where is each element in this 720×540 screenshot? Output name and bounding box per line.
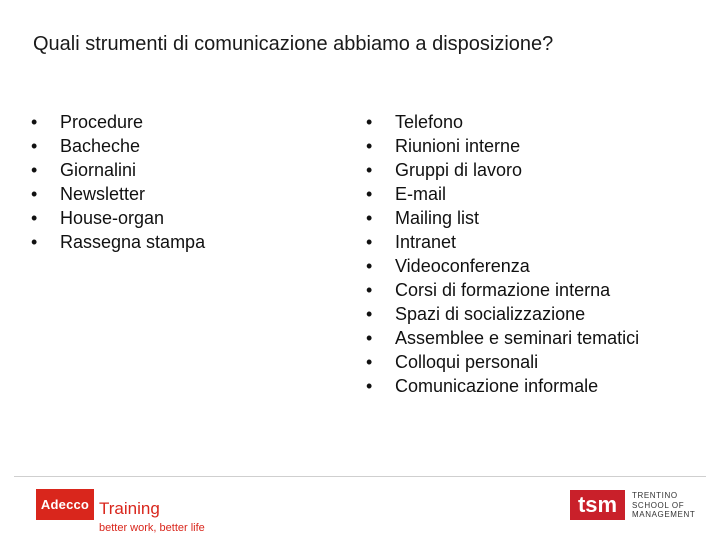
list-item: • Videoconferenza: [366, 254, 706, 278]
list-item: • Telefono: [366, 110, 706, 134]
list-item: • Gruppi di lavoro: [366, 158, 706, 182]
list-item: • Corsi di formazione interna: [366, 278, 706, 302]
list-item: • Assemblee e seminari tematici: [366, 326, 706, 350]
tsm-school-name: [632, 491, 695, 520]
list-item: • Bacheche: [31, 134, 271, 158]
list-item: • Spazi di socializzazione: [366, 302, 706, 326]
tsm-name-line: TRENTINO: [632, 491, 678, 500]
list-item: • E-mail: [366, 182, 706, 206]
list-item: • House-organ: [31, 206, 271, 230]
list-item: • Colloqui personali: [366, 350, 706, 374]
list-item: • Newsletter: [31, 182, 271, 206]
tsm-name-line: SCHOOL OF: [632, 500, 685, 510]
list-item: • Comunicazione informale: [366, 374, 706, 398]
adecco-tagline: better work, better life: [99, 522, 205, 534]
adecco-product-name: Training: [99, 499, 160, 518]
tsm-logo: tsm: [570, 490, 625, 520]
adecco-logo: Adecco: [36, 489, 94, 520]
list-item: • Riunioni interne: [366, 134, 706, 158]
left-bullet-list: [31, 110, 271, 254]
list-item: • Intranet: [366, 230, 706, 254]
right-bullet-list: [366, 110, 706, 398]
list-item: • Rassegna stampa: [31, 230, 271, 254]
footer-divider: [14, 476, 706, 477]
tsm-name-line: MANAGEMENT: [632, 510, 696, 519]
list-item: • Giornalini: [31, 158, 271, 182]
list-item: • Mailing list: [366, 206, 706, 230]
slide-title: Quali strumenti di comunicazione abbiamo a disposizione?: [33, 33, 554, 55]
list-item: • Procedure: [31, 110, 271, 134]
